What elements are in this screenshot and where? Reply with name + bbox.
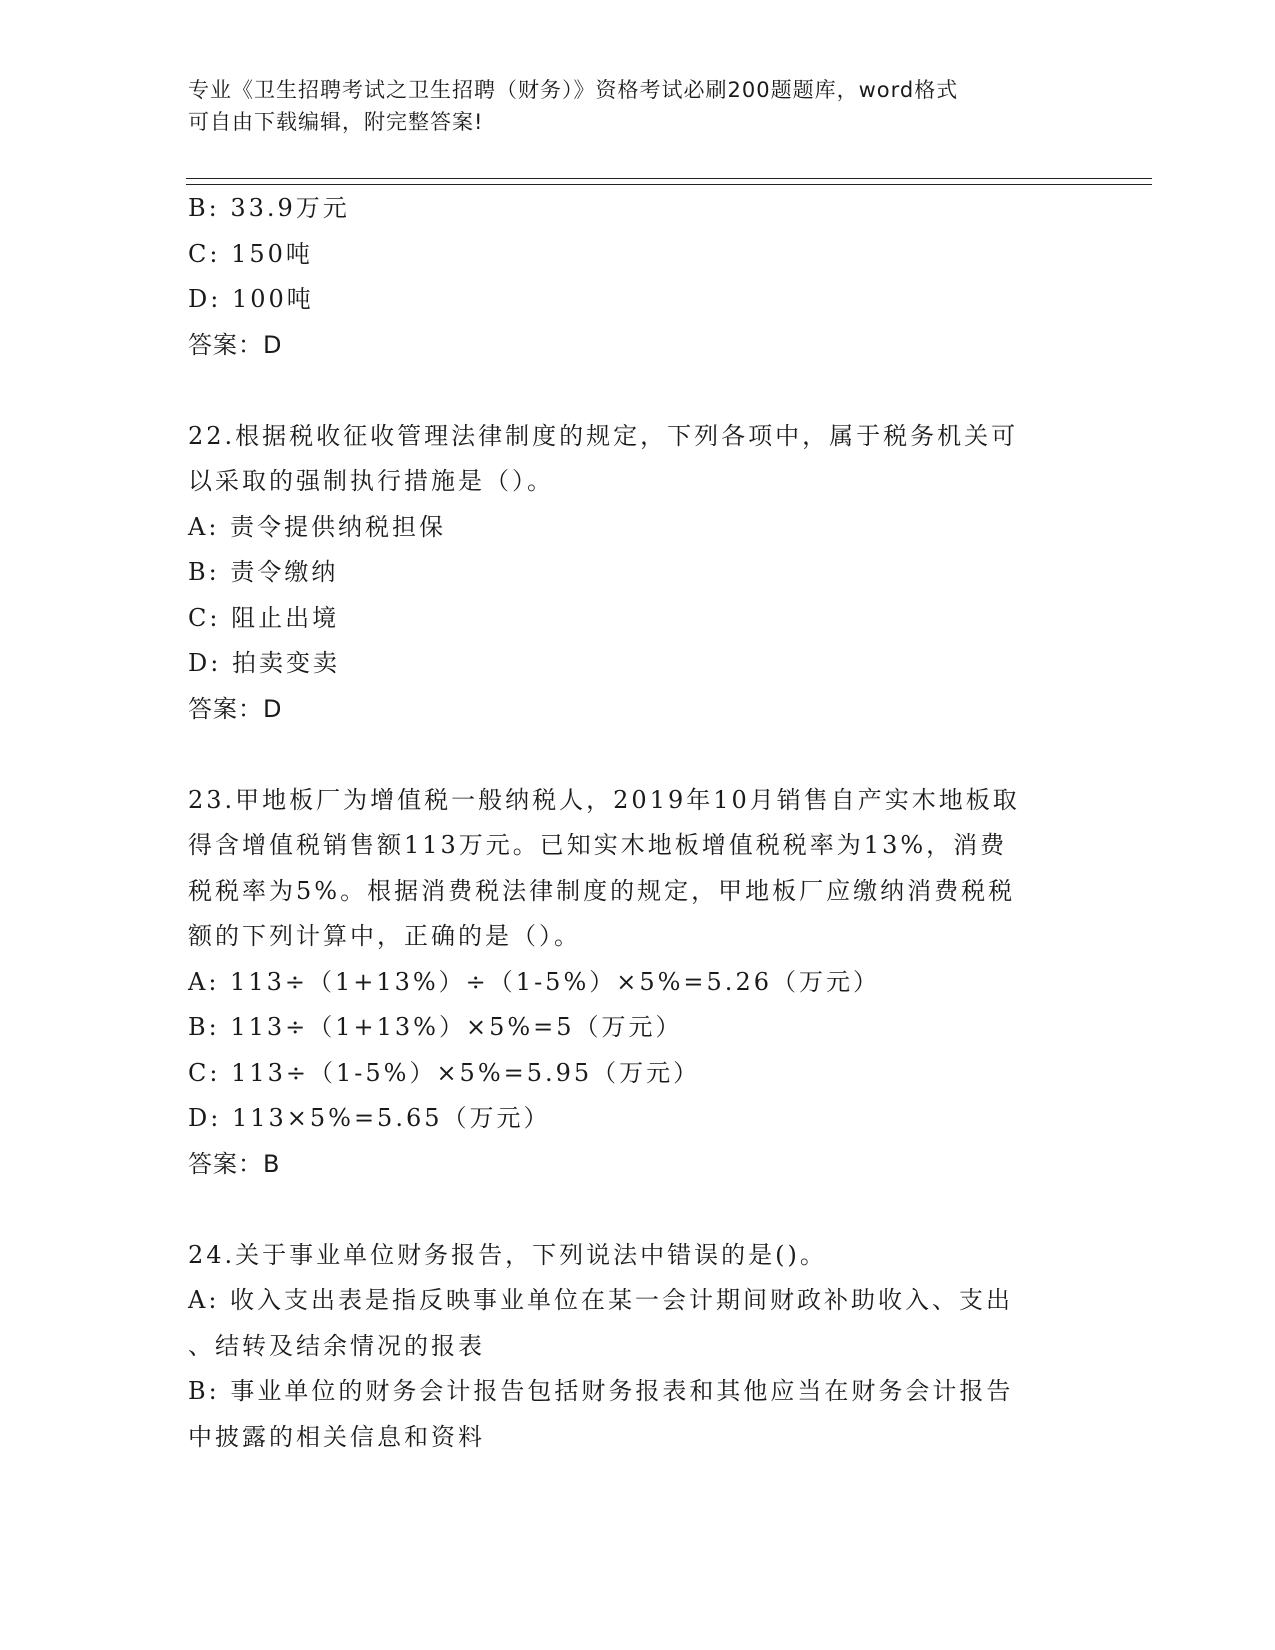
header-title-line-1: 专业《卫生招聘考试之卫生招聘（财务）》资格考试必刷200题题库，word格式 (188, 78, 959, 102)
question-stem-line: 额的下列计算中，正确的是（）。 (188, 922, 581, 950)
option-b: B: 113÷（1+13%）×5%=5（万元） (188, 1013, 683, 1041)
answer-line: 答案：B (188, 1149, 281, 1178)
option-b: B: 33.9万元 (188, 194, 350, 222)
question-stem-line: 22.根据税收征收管理法律制度的规定，下列各项中，属于税务机关可 (188, 421, 1019, 450)
question-23 (188, 778, 1088, 1188)
header-divider-top (186, 178, 1152, 179)
option-a: A: 责令提供纳税担保 (188, 512, 447, 541)
page-header (188, 74, 1068, 138)
option-c: C: 阻止出境 (188, 603, 340, 632)
question-22 (188, 414, 1088, 733)
option-d: D: 113×5%=5.65（万元） (188, 1104, 551, 1132)
spacer (188, 368, 1088, 414)
option-b-continuation: 中披露的相关信息和资料 (188, 1422, 485, 1451)
option-c: C: 113÷（1-5%）×5%=5.95（万元） (188, 1058, 701, 1087)
spacer (188, 732, 1088, 778)
option-d: D: 100吨 (188, 285, 314, 313)
question-stem-line: 税税率为5%。根据消费税法律制度的规定，甲地板厂应缴纳消费税税 (188, 876, 1016, 905)
answer-line: 答案：D (188, 694, 283, 723)
option-b: B: 事业单位的财务会计报告包括财务报表和其他应当在财务会计报告 (188, 1377, 1014, 1405)
answer-line: 答案：D (188, 330, 283, 359)
option-a: A: 113÷（1+13%）÷（1-5%）×5%=5.26（万元） (188, 967, 880, 996)
header-divider-bottom (186, 184, 1152, 185)
option-a-continuation: 、结转及结余情况的报表 (188, 1331, 485, 1360)
question-24 (188, 1233, 1088, 1461)
question-21-continuation (188, 186, 1088, 368)
question-stem-line: 以采取的强制执行措施是（）。 (188, 467, 554, 495)
question-stem-line: 得含增值税销售额113万元。已知实木地板增值税税率为13%，消费 (188, 831, 1008, 859)
header-title-line-2: 可自由下载编辑，附完整答案! (188, 110, 484, 134)
option-a: A: 收入支出表是指反映事业单位在某一会计期间财政补助收入、支出 (188, 1286, 1014, 1314)
question-stem-line: 23.甲地板厂为增值税一般纳税人，2019年10月销售自产实木地板取 (188, 785, 1020, 814)
option-c: C: 150吨 (188, 239, 313, 268)
spacer (188, 1187, 1088, 1233)
option-d: D: 拍卖变卖 (188, 649, 340, 677)
question-stem-line: 24.关于事业单位财务报告，下列说法中错误的是()。 (188, 1240, 827, 1269)
document-body (188, 186, 1088, 1460)
option-b: B: 责令缴纳 (188, 558, 339, 586)
